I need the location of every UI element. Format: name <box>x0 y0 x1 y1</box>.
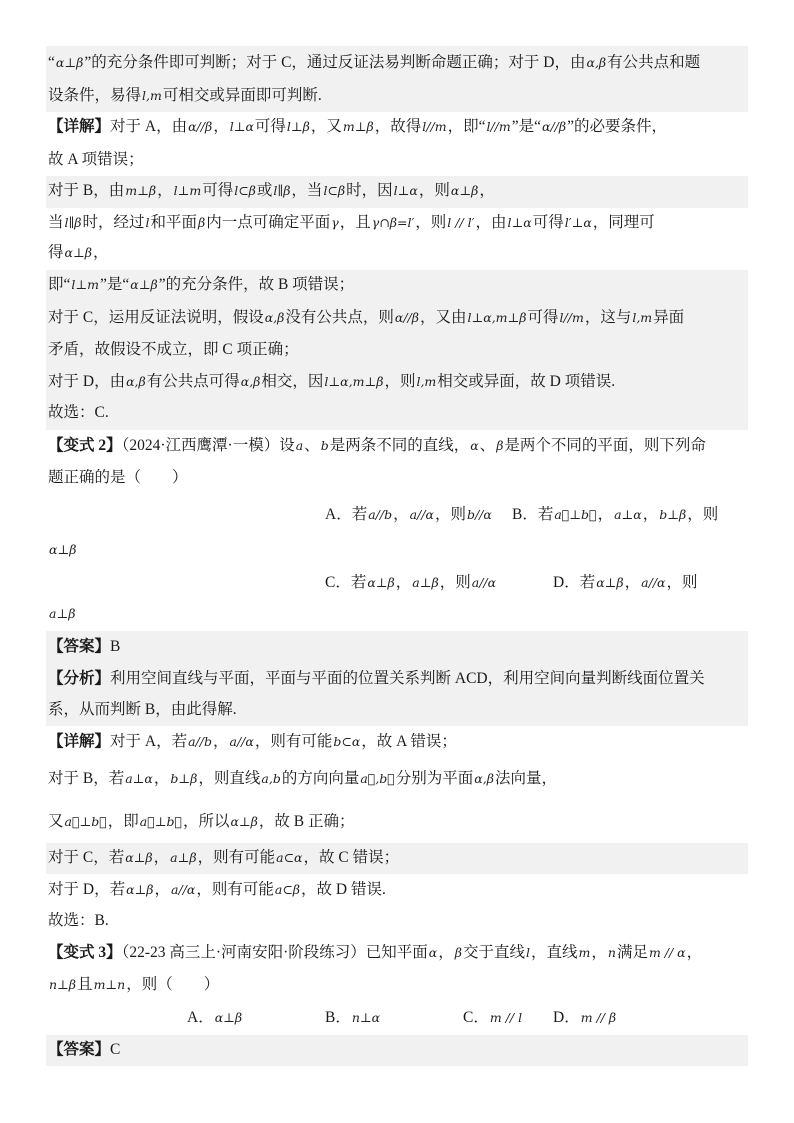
variant-3-question <box>48 937 702 969</box>
math-expression: l//m <box>486 119 511 134</box>
math-expression: α⊥β <box>55 55 84 70</box>
section-label: 【答案】 <box>48 1041 111 1058</box>
text-line <box>48 175 495 207</box>
text-run: ，故 A 错误； <box>361 733 457 750</box>
text-run: 对于 D，由 <box>48 373 126 390</box>
text-run: ，则 <box>418 182 450 199</box>
text-run: ，当 <box>291 182 323 199</box>
math-expression: α⊥β <box>596 575 624 590</box>
text-line <box>48 302 684 334</box>
text-run: ”的充分条件，故 B 项错误； <box>158 276 355 293</box>
math-expression: l⊥β <box>286 119 310 134</box>
math-expression: l⊥m <box>71 277 99 292</box>
section-label: 【分析】 <box>48 670 111 687</box>
text-run: 又 <box>48 813 64 830</box>
answer-line <box>48 1034 120 1066</box>
text-run: （2024·江西鹰潭·一模）设 <box>121 437 295 454</box>
section-label: 【变式 3】 <box>48 944 122 961</box>
math-expression: α,β <box>240 374 261 389</box>
math-expression: a⊂β <box>274 882 301 897</box>
text-run: 即“ <box>48 276 71 293</box>
option-b-continued <box>48 534 77 566</box>
text-run: ， <box>153 770 170 787</box>
text-run: ，这与 <box>584 309 632 326</box>
text-line <box>48 47 700 79</box>
text-run: ，故得 <box>374 118 422 135</box>
math-expression: a⊥β <box>170 850 197 865</box>
option-c <box>463 1002 523 1034</box>
text-run: 故选：B. <box>48 912 109 929</box>
text-run: A． <box>187 1009 214 1026</box>
math-expression: a//b <box>188 734 212 749</box>
math-expression: b⊂α <box>333 734 361 749</box>
math-expression: α⊥β <box>64 245 92 260</box>
option-a <box>187 1002 243 1034</box>
section-label: 【详解】 <box>48 118 111 135</box>
text-run: C． <box>463 1009 489 1026</box>
text-run: 分别为平面 <box>395 770 474 787</box>
text-run: ，即“ <box>447 118 486 135</box>
math-expression: α⊥β <box>367 575 395 590</box>
math-expression: m⊥β <box>342 119 374 134</box>
math-expression: n⊥β <box>49 977 77 992</box>
text-line <box>48 334 299 366</box>
text-run: ，则（ ） <box>126 976 220 993</box>
text-run: ， <box>438 944 454 961</box>
math-expression: l∥β <box>64 215 82 230</box>
text-run: ， <box>393 506 409 523</box>
math-expression: α⊥β <box>450 183 479 198</box>
math-expression: l⊥α,m⊥β <box>324 374 384 389</box>
text-run: 有公共点和题 <box>607 54 701 71</box>
text-run: 设条件，易得 <box>48 87 142 104</box>
text-run: 法向量， <box>494 770 557 787</box>
text-run: 当 <box>48 214 64 231</box>
section-label: 【答案】 <box>48 638 111 655</box>
variant-3-question <box>48 969 219 1001</box>
math-expression: a//α <box>409 507 434 522</box>
section-label: 【变式 2】 <box>48 437 122 454</box>
math-expression: a⊥β <box>412 575 439 590</box>
text-run: 满足 <box>616 944 648 961</box>
text-line <box>48 806 355 838</box>
answer-line <box>48 631 120 663</box>
text-run: 对于 C，若 <box>48 849 125 866</box>
math-expression: l′⊥α <box>564 215 592 230</box>
text-run: 对于 D，若 <box>48 881 126 898</box>
text-run: “ <box>48 54 55 71</box>
math-expression: l⊥α <box>229 119 254 134</box>
text-run: ， <box>157 182 173 199</box>
option-b <box>325 1002 381 1034</box>
math-expression: m⊥n <box>93 977 126 992</box>
text-run: ， <box>642 506 659 523</box>
analysis-line <box>48 694 237 726</box>
option-d-continued <box>48 598 76 630</box>
math-expression: a⃗⊥b⃗ <box>554 507 597 522</box>
math-expression: α⊥β <box>125 850 153 865</box>
text-line <box>48 366 615 398</box>
math-expression: b⊥β <box>170 771 198 786</box>
math-expression: l∥β <box>273 183 291 198</box>
text-run: ”是“ <box>511 118 541 135</box>
option-d <box>553 567 698 599</box>
analysis-line <box>48 663 705 695</box>
math-expression: α⊥β <box>49 542 77 557</box>
text-line <box>48 874 386 906</box>
text-run: 的方向向量 <box>281 770 360 787</box>
math-expression: α,β <box>586 55 607 70</box>
text-run: ，故 C 错误； <box>303 849 400 866</box>
text-run: 系，从而判断 B，由此得解. <box>48 701 237 718</box>
text-run: D．若 <box>553 574 596 591</box>
choice-line <box>48 397 109 429</box>
text-run: 题正确的是（ ） <box>48 469 188 486</box>
text-run: ，所以 <box>182 813 230 830</box>
text-run: 对于 B，由 <box>48 182 125 199</box>
detail-line <box>48 726 457 758</box>
text-run: ，又由 <box>419 309 467 326</box>
shaded-band <box>46 1035 748 1066</box>
math-expression: α⊥β <box>214 1010 243 1025</box>
text-run: ，则有可能 <box>196 881 274 898</box>
math-expression: a⊥α <box>125 771 153 786</box>
math-expression: a⊥α <box>614 507 642 522</box>
option-c <box>325 567 497 599</box>
text-run: ， <box>479 182 495 199</box>
text-run: ， <box>597 506 614 523</box>
text-run: 相交或异面，故 D 项错误. <box>437 373 616 390</box>
math-expression: l,m <box>142 88 162 103</box>
math-expression: α//β <box>188 119 213 134</box>
text-run: ”是“ <box>100 276 130 293</box>
text-run: 可相交或异面即可判断. <box>162 87 322 104</box>
text-run: 异面 <box>653 309 685 326</box>
math-expression: a//b <box>368 507 393 522</box>
math-expression: α⊥β <box>130 277 158 292</box>
text-run: 有公共点可得 <box>146 373 240 390</box>
text-run: 可得 <box>527 309 559 326</box>
text-run: 矛盾，故假设不成立，即 C 项正确； <box>48 341 299 358</box>
choice-line <box>48 905 109 937</box>
math-expression: α//β <box>542 119 567 134</box>
math-expression: n <box>607 945 616 960</box>
math-expression: l <box>145 215 150 230</box>
variant-2-question <box>48 430 706 462</box>
text-run: （22-23 高三上·河南安阳·阶段练习）已知平面 <box>121 944 428 961</box>
text-run: 对于 B，若 <box>48 770 125 787</box>
text-run: 或 <box>256 182 273 199</box>
text-run: 和平面 <box>150 214 198 231</box>
text-run: ，同理可 <box>592 214 655 231</box>
text-run: ，且 <box>339 214 371 231</box>
math-expression: l,m <box>416 374 437 389</box>
detail-line <box>48 111 667 143</box>
text-line <box>48 842 399 874</box>
math-expression: a//α <box>229 734 254 749</box>
text-run: ， <box>591 944 607 961</box>
text-line <box>48 207 655 239</box>
math-expression: l⊥α,m⊥β <box>467 310 527 325</box>
text-run: 可得 <box>202 182 234 199</box>
text-run: 内一点可确定平面 <box>206 214 331 231</box>
text-run: 可得 <box>532 214 564 231</box>
text-run: 对于 C，运用反证法说明，假设 <box>48 309 264 326</box>
math-expression: α <box>470 438 479 453</box>
math-expression: γ <box>331 215 339 230</box>
math-expression: a⊥β <box>49 606 76 621</box>
text-run: 且 <box>77 976 93 993</box>
math-expression: l⊥α <box>507 215 532 230</box>
text-run: B．若 <box>512 506 554 523</box>
math-expression: m⊥β <box>125 183 157 198</box>
math-expression: α,β <box>264 310 285 325</box>
text-run: ，则有可能 <box>254 733 333 750</box>
text-run: ，故 B 正确； <box>258 813 355 830</box>
math-expression: a//α <box>171 882 196 897</box>
text-run: D． <box>553 1009 580 1026</box>
math-expression: m // β <box>580 1010 617 1025</box>
text-run: 、 <box>479 437 496 454</box>
text-line <box>48 269 354 301</box>
text-run: ，则直线 <box>198 770 261 787</box>
option-a <box>325 499 493 531</box>
math-expression: l <box>525 945 530 960</box>
text-run: 、 <box>304 437 320 454</box>
section-label: 【详解】 <box>48 733 111 750</box>
text-run: ， <box>92 244 109 261</box>
text-run: 对于 A，由 <box>110 118 188 135</box>
text-run: 可得 <box>254 118 286 135</box>
math-expression: α⊥β <box>230 814 258 829</box>
math-expression: l//m <box>559 310 584 325</box>
text-run: 没有公共点，则 <box>285 309 394 326</box>
math-expression: l,m <box>632 310 653 325</box>
math-expression: l⊥m <box>173 183 202 198</box>
math-expression: b <box>320 438 329 453</box>
variant-2-question <box>48 462 188 494</box>
text-run: B <box>110 638 121 655</box>
math-expression: a//α <box>641 575 666 590</box>
math-expression: β <box>496 438 504 453</box>
text-line <box>48 237 108 269</box>
text-run: 故 A 项错误； <box>48 151 144 168</box>
math-expression: l⊂β <box>234 183 256 198</box>
math-expression: α,β <box>474 771 494 786</box>
text-run: ， <box>153 849 170 866</box>
text-run: ，则 <box>687 506 719 523</box>
text-line <box>48 80 322 112</box>
text-run: ， <box>213 118 229 135</box>
math-expression: a⊂α <box>276 850 303 865</box>
math-expression: α⊥β <box>126 882 154 897</box>
math-expression: b//α <box>466 507 492 522</box>
math-expression: α,β <box>126 374 146 389</box>
math-expression: a⃗⊥b⃗ <box>64 814 107 829</box>
math-expression: l⊥α <box>393 183 418 198</box>
math-expression: a,b <box>261 771 281 786</box>
math-expression: m // α <box>648 945 686 960</box>
text-run: ，由 <box>475 214 507 231</box>
text-line <box>48 763 557 795</box>
text-run: 时，经过 <box>82 214 145 231</box>
text-run: A．若 <box>325 506 368 523</box>
math-expression: a⃗⊥b⃗ <box>139 814 182 829</box>
text-run: 相交，因 <box>261 373 324 390</box>
math-expression: γ∩β=l′ <box>371 215 415 230</box>
text-run: ，则 <box>434 506 466 523</box>
text-run: 是两个不同的平面，则下列命 <box>504 437 706 454</box>
text-run: ”的充分条件即可判断；对于 C，通过反证法易判断命题正确；对于 D，由 <box>84 54 586 71</box>
math-expression: a//α <box>471 575 497 590</box>
text-run: 交于直线 <box>462 944 525 961</box>
text-run: ，则 <box>439 574 471 591</box>
text-run: 得 <box>48 244 64 261</box>
text-run: ，又 <box>310 118 342 135</box>
text-run: 利用空间直线与平面，平面与平面的位置关系判断 ACD，利用空间向量判断线面位置关 <box>110 670 705 687</box>
math-expression: β <box>454 945 462 960</box>
option-d <box>553 1002 617 1034</box>
text-run: ， <box>624 574 641 591</box>
text-run: 时，因 <box>346 182 393 199</box>
math-expression: l⊂β <box>323 183 346 198</box>
text-run: ，则有可能 <box>197 849 276 866</box>
math-expression: a⃗,b⃗ <box>360 771 395 786</box>
text-run: C <box>110 1041 121 1058</box>
math-expression: α//β <box>394 310 419 325</box>
text-run: ， <box>212 733 229 750</box>
text-run: ，即 <box>107 813 139 830</box>
math-expression: β <box>198 215 206 230</box>
math-expression: l//m <box>422 119 447 134</box>
text-line <box>48 144 144 176</box>
math-expression: m <box>578 945 591 960</box>
text-run: C．若 <box>325 574 367 591</box>
math-expression: l // l′ <box>447 215 475 230</box>
text-run: ， <box>395 574 412 591</box>
text-run: ”的必要条件， <box>567 118 667 135</box>
text-run: ，则 <box>384 373 416 390</box>
math-expression: n⊥α <box>351 1010 381 1025</box>
math-expression: α <box>428 945 438 960</box>
math-expression: m // l <box>489 1010 523 1025</box>
text-run: ，直线 <box>530 944 578 961</box>
text-run: ， <box>686 944 703 961</box>
math-expression: a <box>295 438 304 453</box>
text-run: ，则 <box>415 214 447 231</box>
text-run: 是两条不同的直线， <box>329 437 470 454</box>
text-run: ，则 <box>666 574 698 591</box>
text-run: 对于 A，若 <box>110 733 188 750</box>
option-b <box>512 499 718 531</box>
text-run: B． <box>325 1009 351 1026</box>
text-run: ， <box>154 881 171 898</box>
text-run: ，故 D 错误. <box>301 881 386 898</box>
math-expression: b⊥β <box>659 507 687 522</box>
text-run: 故选：C. <box>48 404 109 421</box>
